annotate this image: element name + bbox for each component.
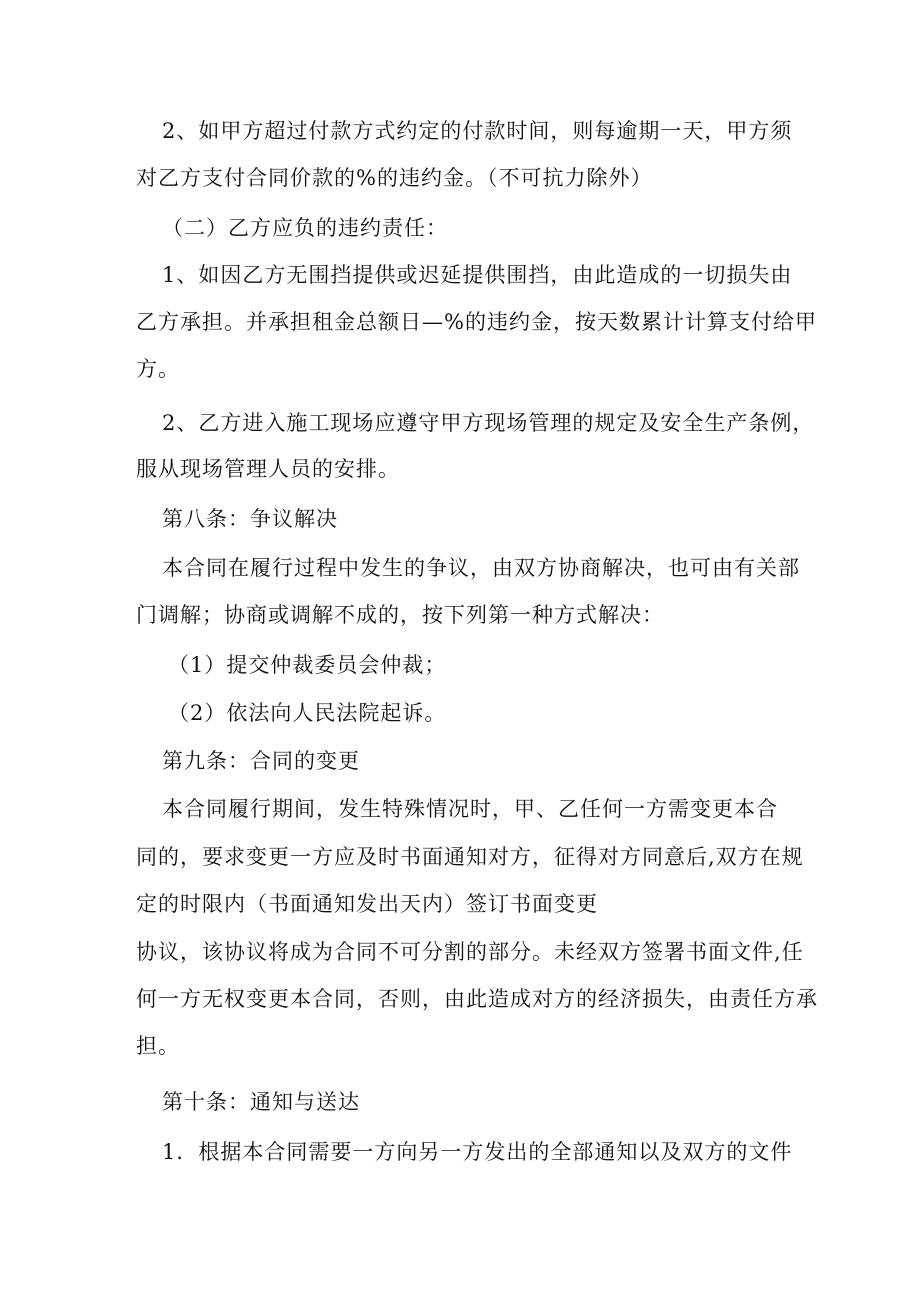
paragraph-line: 1．根据本合同需要一方向另一方发出的全部通知以及双方的文件 <box>162 1140 793 1164</box>
paragraph-line: 本合同履行期间，发生特殊情况时，甲、乙任何一方需变更本合 <box>162 797 778 821</box>
paragraph-line: 方。 <box>136 357 180 381</box>
paragraph-line: 担。 <box>136 1034 180 1058</box>
paragraph-line: 门调解；协商或调解不成的，按下列第一种方式解决： <box>136 603 664 627</box>
list-item: （1）提交仲裁委员会仲裁； <box>168 653 447 677</box>
article-heading: 第十条：通知与送达 <box>162 1090 360 1114</box>
paragraph-line: 同的，要求变更一方应及时书面通知对方，征得对方同意后,双方在规 <box>136 845 804 869</box>
paragraph-line: 对乙方支付合同价款的%的违约金。（不可抗力除外） <box>136 166 653 190</box>
paragraph-line: 服从现场管理人员的安排。 <box>136 457 400 481</box>
paragraph-line: 本合同在履行过程中发生的争议，由双方协商解决，也可由有关部 <box>162 556 800 580</box>
article-heading: 第九条：合同的变更 <box>162 749 360 773</box>
paragraph-line: 何一方无权变更本合同，否则，由此造成对方的经济损失，由责任方承 <box>136 987 818 1011</box>
paragraph-line: 定的时限内（书面通知发出天内）签订书面变更 <box>136 892 598 916</box>
paragraph-line: 1、如因乙方无围挡提供或迟延提供围挡，由此造成的一切损失由 <box>162 263 793 287</box>
paragraph-line: 协议，该协议将成为合同不可分割的部分。未经双方签署书面文件,任 <box>136 940 804 964</box>
section-subheading: （二）乙方应负的违约责任： <box>162 216 448 240</box>
paragraph-line: 2、乙方进入施工现场应遵守甲方现场管理的规定及安全生产条例， <box>162 411 815 435</box>
paragraph-line: 2、如甲方超过付款方式约定的付款时间，则每逾期一天，甲方须 <box>162 119 793 143</box>
list-item: （2）依法向人民法院起诉。 <box>168 701 447 725</box>
article-heading: 第八条：争议解决 <box>162 507 338 531</box>
paragraph-line: 乙方承担。并承担租金总额日—%的违约金，按天数累计计算支付给甲 <box>136 310 817 334</box>
